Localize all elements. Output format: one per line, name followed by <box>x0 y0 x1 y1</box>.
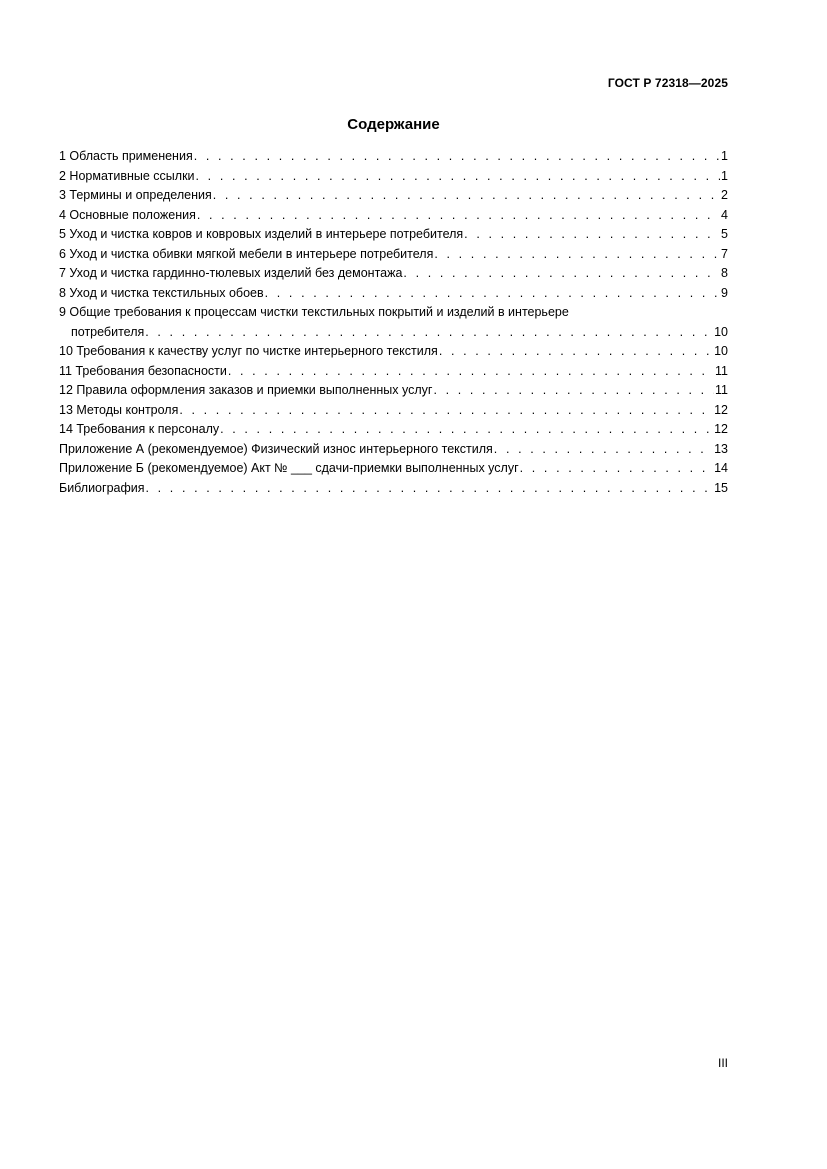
toc-entry-label: 2 Нормативные ссылки <box>59 168 195 183</box>
toc-entry[interactable] <box>59 401 728 421</box>
toc-entry-label: 9 Общие требования к процессам чистки текстильных покрытий и изделий в интерьере <box>59 305 569 319</box>
toc-entry[interactable] <box>59 284 728 304</box>
toc-entry-label: 14 Требования к персоналу <box>59 422 220 436</box>
toc-entry-label: потребителя <box>71 324 145 339</box>
toc-entry-page: 4 <box>721 207 728 222</box>
toc-leader-dots <box>494 440 713 460</box>
toc-entry-label: 11 Требования безопасности <box>59 363 227 378</box>
toc-entry-label: Библиография <box>59 480 145 495</box>
toc-entry-wrapped-second-line[interactable] <box>59 323 728 343</box>
toc-leader-dots <box>146 479 714 499</box>
page-number: III <box>717 1056 728 1070</box>
toc-leader-dots <box>196 167 721 187</box>
toc-entry-page: 8 <box>721 266 728 280</box>
toc-leader-dots <box>228 362 714 382</box>
table-of-contents <box>59 147 728 498</box>
toc-entry[interactable] <box>59 342 728 362</box>
toc-entry-page: 1 <box>721 149 728 163</box>
toc-entry[interactable] <box>59 225 728 245</box>
toc-leader-dots <box>220 420 713 440</box>
toc-entry-label: 10 Требования к качеству услуг по чистке интерьерного текстиля <box>59 344 438 358</box>
toc-leader-dots <box>434 245 720 265</box>
toc-leader-dots <box>197 206 720 226</box>
toc-entry-page: 2 <box>721 188 728 202</box>
toc-entry-page: 9 <box>721 285 728 300</box>
toc-entry[interactable] <box>59 245 728 265</box>
toc-entry-page: 5 <box>721 227 728 241</box>
toc-entry-label: 7 Уход и чистка гардинно-тюлевых изделий без демонтажа <box>59 266 403 280</box>
toc-entry-label: Приложение Б (рекомендуемое) Акт № ___ сдачи-приемки выполненных услуг <box>59 461 519 475</box>
toc-entry-page: 7 <box>721 246 728 261</box>
toc-entry-label: 8 Уход и чистка текстильных обоев <box>59 285 264 300</box>
toc-entry-page: 11 <box>715 363 728 378</box>
toc-entry-page: 11 <box>715 383 728 397</box>
toc-entry[interactable] <box>59 206 728 226</box>
toc-title: Содержание <box>347 116 440 133</box>
toc-entry[interactable] <box>59 381 728 401</box>
toc-entry[interactable] <box>59 420 728 440</box>
toc-entry-page: 10 <box>714 344 728 358</box>
toc-leader-dots <box>439 342 713 362</box>
toc-entry-label: 4 Основные положения <box>59 207 196 222</box>
toc-leader-dots <box>433 381 714 401</box>
toc-entry-label: 1 Область применения <box>59 149 193 163</box>
toc-entry[interactable] <box>59 459 728 479</box>
toc-entry[interactable] <box>59 264 728 284</box>
toc-leader-dots <box>145 323 713 343</box>
toc-entry-label: 3 Термины и определения <box>59 188 212 202</box>
toc-entry-label: Приложение А (рекомендуемое) Физический износ интерьерного текстиля <box>59 441 493 456</box>
toc-entry-label: 5 Уход и чистка ковров и ковровых изделий в интерьере потребителя <box>59 227 464 241</box>
toc-entry[interactable] <box>59 479 728 499</box>
toc-entry-label: 6 Уход и чистка обивки мягкой мебели в интерьере потребителя <box>59 246 434 261</box>
toc-entry-page: 13 <box>714 441 728 456</box>
toc-leader-dots <box>403 264 720 284</box>
toc-entry[interactable] <box>59 167 728 187</box>
document-code: ГОСТ Р 72318—2025 <box>607 76 728 90</box>
toc-entry-page: 1 <box>721 168 728 183</box>
toc-leader-dots <box>194 147 720 167</box>
toc-entry-page: 12 <box>714 402 728 417</box>
toc-leader-dots <box>520 459 713 479</box>
toc-entry[interactable] <box>59 147 728 167</box>
toc-entry-wrapped-first-line[interactable] <box>59 303 728 323</box>
toc-entry[interactable] <box>59 440 728 460</box>
toc-leader-dots <box>213 186 720 206</box>
toc-entry[interactable] <box>59 362 728 382</box>
toc-entry-page: 14 <box>714 461 728 475</box>
toc-entry-page: 10 <box>714 324 728 339</box>
toc-leader-dots <box>179 401 713 421</box>
toc-entry-page: 12 <box>714 422 728 436</box>
toc-leader-dots <box>265 284 720 304</box>
toc-entry[interactable] <box>59 186 728 206</box>
toc-leader-dots <box>464 225 720 245</box>
toc-entry-label: 13 Методы контроля <box>59 402 179 417</box>
toc-entry-label: 12 Правила оформления заказов и приемки выполненных услуг <box>59 383 433 397</box>
toc-entry-page: 15 <box>714 480 728 495</box>
